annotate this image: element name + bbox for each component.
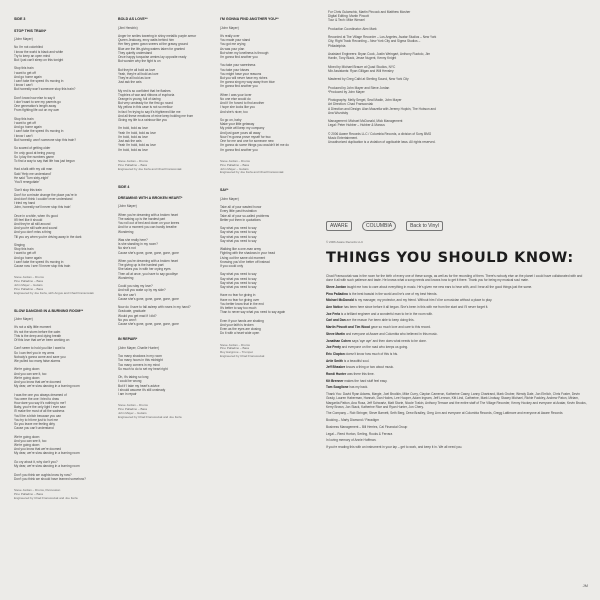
signature-initials: JM	[582, 583, 588, 588]
thanks-entry-name: Jonathan Cohen	[326, 338, 351, 343]
song-title-slow-dancing: SLOW DANCING IN A BURNING ROOM**	[14, 308, 84, 313]
lyrics-stop-this-train: No I'm not colorblind I know the world is black and white Try to keep an open mind But I just can't sleep on this tonight Stop this train I want to get off And go home again I can't take the speed it's moving in I know I can't But honestly won't someone stop this train? Don't know how else to say it I don't want to see my parents go One generation's length away From fighting life out on my own Stop this train I want to get off And go home again I can't take the speed it's moving in I know I can't But honestly, won't someone stop this train? So scared of getting older I'm only good at being young So I play the numbers game To find a way to say that life has just begun Had a talk with my old man Said 'Help me understand' He said 'Turn sixty-eight' 'You'll renegotiate' 'Don't stop this train Don't for a minute change the place you're in And don't think I couldn't ever understand I tried my hand John, honestly we'll never stop this train' Once in a while, when it's good It'll feel like it should And they're all still around And you're still safe and sound And you don't miss a thing Till you cry when you're driving away in the dark Singing Stop this train I want to get off And go home again I can't take the speed it's moving in Cause now I see I'll never stop this train	[14, 45, 82, 268]
song-author: (John Mayer)	[220, 25, 239, 30]
thanks-entry-name: Michael McDonald	[326, 298, 354, 303]
thanks-entry-name: Artie Smith	[326, 358, 344, 363]
closing-line: If you're reading this with an instrument in your lap – get to work, and keep it in. We all need you.	[326, 444, 463, 449]
lyrics-in-repair: Too many shadows in my room Too many hours in this midnight Too many corners in my mind So much to do to set my heart right Oh, it's taking so long I could be wrong But if I take my heart's advice I should assume it's still unsteady I am in repair	[118, 354, 168, 397]
in-memory-line: In loving memory of Annie Hoffman.	[326, 438, 377, 443]
thanks-entry-name: Carl and Dan	[326, 318, 346, 323]
business-credit: Business Management – Bill Herries, Cal Financial Group	[326, 424, 408, 429]
thanks-entry	[326, 352, 588, 356]
song-title-bold-as-love: BOLD AS LOVE**	[118, 17, 148, 22]
lyrics-bold-as-love: Anger he smiles towering in shiny metallic purple armor Queen Jealousy, envy waits behind him Her fiery green gown sneers at the grassy ground Blue are the life-giving waters taken for granted They quietly understand Once happy turquoise armies lay opposite ready But wonder why the fight is on But they're all bold as love Yeah, they're all bold as love They're all bold as love Just ask the axis My red is so confident that he flashes Trophies of war and ribbons of euphoria Orange is young, full of daring But very unsteady for the first go round My yellow in this case is not so mellow In fact I'm trying to say it's frightened like me And all these emotions of mine keep holding me from Giving my life to a rainbow like you I'm bold, bold as love Yeah I'm bold, bold as love I'm bold, bold as love Just ask the axis Yeah I'm bold, bold as love I'm bold, bold as love	[118, 34, 197, 152]
thanks-entries	[326, 285, 588, 390]
column-side-4	[118, 10, 218, 430]
thanks-entry-name: Kit Brenner	[326, 378, 344, 383]
thanks-entry-name: Eric Clapton	[326, 351, 345, 356]
song-title-dreaming: DREAMING WITH A BROKEN HEART*	[118, 195, 183, 200]
thanks-entry	[326, 305, 588, 309]
thanks-entry-text: was there this time.	[346, 372, 375, 377]
thanks-entry	[326, 379, 588, 383]
song-title-stop-this-train: STOP THIS TRAIN*	[14, 28, 47, 33]
thanks-entry-text: knows a thing or two about music.	[345, 365, 395, 370]
song-author: (John Mayer)	[14, 316, 33, 321]
thanks-entry	[326, 345, 588, 349]
thanks-entry-name: Steve Jordan	[326, 284, 347, 289]
song-author: (John Mayer)	[14, 37, 33, 42]
label-logos	[326, 218, 588, 234]
credits-stop-this-train: Steve Jordan – Drums Pino Palladino – Bass John Mayer – Guitars Pino Palladino – Bass Engineered by Joe Ferla, with Angus and Chad Franscoviak	[14, 275, 94, 295]
thanks-entry-text: is a beautiful soul.	[343, 358, 370, 363]
thanks-entry	[326, 312, 588, 316]
crew-credit: The Company – Rob Stringer, Steve Barnett, Seth Berg, Drew Bradley, Greg Linn and everyone at Columbia Records, Gregg Lattimore and everyone at Aware Records	[326, 411, 563, 416]
lyrics-say: Take all of your wasted honor Every little past frustration Take all of your so-called problems Better put them in quotations Say what you need to say Say what you need to say Say what you need to say Say what you need to say Walking like a one-man army Fighting with the shadows in your head Living out the same old moment Knowing you'd be better off instead If you could only Say what you need to say Say what you need to say Say what you need to say Say what you need to say Have no fear for giving in Have no fear for giving over You better know that in the end It's better to say too much Than to never say what you need to say again Even if your hands are shaking And your faith is broken Even as the eyes are closing Do it with a heart wide open	[220, 205, 286, 336]
side-label: SIDE 3	[14, 17, 26, 22]
song-author: (John Mayer)	[118, 204, 137, 209]
copyright-notice: © 2006 Aware Records LLC	[326, 240, 364, 244]
thanks-section	[326, 274, 588, 452]
booking-credit: Booking – Marty Diamond / Paradigm	[326, 418, 379, 423]
thanks-entry	[326, 372, 588, 376]
thanks-entry-name: Tom Scaglione	[326, 385, 349, 390]
thanks-entry-text: says 'aye aye' and then does what needs to be done.	[350, 338, 427, 343]
song-title-say: SAY*	[220, 188, 229, 193]
thanks-entry-text: is my manager, my protector, and my friend. Without him I'd be a musician without a place to play.	[353, 298, 493, 303]
song-author: (John Mayer, Charlie Hunter)	[118, 345, 159, 350]
thanks-entry-name: Joe Ferla	[326, 311, 340, 316]
thanks-entry-text: makes the hard stuff feel easy.	[343, 378, 388, 383]
thanks-entry-name: Joe Fenty	[326, 345, 341, 350]
column-side-3	[14, 10, 114, 511]
thanks-entry-name: Steve Martin	[326, 331, 345, 336]
thanks-entry	[326, 332, 588, 336]
song-title-in-repair: IN REPAIR*	[118, 337, 138, 342]
credits-another-you: Steve Jordan – Drums Pino Palladino – Bass John Mayer – Guitars Engineered by Joe Ferla and Chad Franscoviak	[220, 158, 284, 175]
thanks-list-names: Thank You: David Ryan Adams, Margie, Joel Brodkin, Mike Curry, Clayton Cameron, Katherine Casey, Lanny Chartrand, Mark Gruber, Wendy Dale, Jon Ehrlich, Chris Foster, Devin Grady, Lauren Haberman, Hannah, Dan Hodes, Lee Hooper, Adam Ingram, Jeff Lennon, Kitt Lind, Catherine, Mark Lindsay, Stacey Michael, Richie Fackley, Andrew Paton, Miriam, Margarita Patton, Ana Rosa, Jeff Schwartz, Matt Storie, Nicole Trakin, Anthony Terrace and the entire staff of The Village Recorder, Kenny Hockey and everyone at Avatar, Kevin Brooks, Kerry Brown, Jon Stack, Katherine Rice and Ryan Hunter, Jon Chery.	[326, 392, 587, 409]
thanks-entry-name: Rondi Hunter	[326, 372, 347, 377]
album-credits: For Chris Gulamchic, Martin Pincock and Matthew Mosher Digital Editing: Martin Pincott Tour & Tech: Mike Wenzel Production Coordinator: Alex Mark Recorded at The Village Recorder – Los Angeles, Avatar Studios – New York City, Right Track Recording – New York City and Sigma Studios – Philadelphia Assistant Engineers: Bryan Cook, Justin Weingart, Anthony Ruotolo, Jim Hanlin, Tony Black, Jesse Nugent, Kenny Knight Mixed by Michael Brauer at Quad Studios, NYC Mix Assistants: Ryan Gilligan and Will Hensley Mastered by Greg Calbi at Sterling Sound, New York City Produced by John Mayer and Steve Jordan *Produced by John Mayer Photography: Melly Sergei, Seal Madin, John Mayer Art Direction: Chad Franscoviak A Direction and Design: Alan Mazzella with Jeremy Hopkin, The Hobson and Ana Wozolsky Management: Michael McDonald, Mick Management Legal: Peter Hubber – Hubber & Marcus © 2006 Aware Records LLC / Columbia Records, a division of Sony BMG Music Entertainment. Unauthorized duplication is a violation of applicable laws. All rights reserved.	[328, 10, 437, 145]
aware-logo: AWARE	[326, 221, 352, 231]
song-author: (Jimi Hendrix)	[118, 25, 138, 30]
columbia-logo: COLUMBIA	[362, 221, 396, 231]
credits-bold-as-love: Steve Jordan – Drums Pino Palladino – Bass Engineered by Joe Ferla and Chad Franscoviak	[118, 158, 182, 171]
thanks-entry-name: Jeff Bhasker	[326, 365, 346, 370]
credits-in-repair: Steve Jordan – Drums Pino Palladino – Bass John Mayer – Guitars Engineered by Chad Franscoviak and Joe Ferla	[118, 403, 182, 419]
back-to-vinyl-logo: Back to Vinyl	[406, 221, 443, 231]
lyrics-slow-dancing: It's not a silly little moment It's not the storm before the calm This is the deep and dying breath Of this love that we've been working on Can't seem to hold you like I want to So I can feel you in my arms Nobody's gonna come and save you We pulled too many false alarms We're going down And you can see it, too We're going down And you know that we're doomed My dear, we're slow dancing in a burning room I was the one you always dreamed of You were the one I tried to draw How dare you say it's nothing to me? Baby, you're the only light I ever saw I'll make the most of all the sadness You'll be a bitch because you can You try to hit me just to hurt me So you leave me feeling dirty Cause you can't understand We're going down And you can see it, too We're going down And you know that we're doomed My dear, we're slow dancing in a burning room Go cry about it, why don't you? My dear, we're slow dancing in a burning room Don't you think we oughta know by now? Don't you think we should have learned somehow?	[14, 325, 86, 481]
lyrics-dreaming: When you're dreaming with a broken heart The waking up is the hardest part You roll out of bed and down on your knees And for a moment you can hardly breathe Wondering Was she really here? Is she standing in my room? No she's not Cause she's gone, gone, gone, gone, gone When you're dreaming with a broken heart The giving up is the hardest part She takes you in with her crying eyes Then all at once, you have to say goodbye Wondering Could you stay my love? And will you wake up by my side? No she can't Cause she's gone, gone, gone, gone, gone Now do I have to fall asleep with roses in my hand? Graduate, graduate Would you get mad if I did? No you won't Cause she's gone, gone, gone, gone, gone	[118, 212, 191, 326]
thanks-entry-name: Martin Pincott and Tim Wood	[326, 325, 370, 330]
thanks-entry	[326, 285, 588, 289]
thanks-entry	[326, 318, 588, 322]
thanks-entry	[326, 339, 588, 343]
thanks-entry	[326, 385, 588, 389]
thanks-entry-text: and everyone at Aware and Columbia who believed in this music.	[344, 331, 438, 336]
thanks-entry-text: gave so much love and care to this record.	[369, 325, 431, 330]
column-3	[220, 10, 320, 369]
thanks-entry-text: is the best bassist in the world and he's one of my best friends.	[347, 291, 438, 296]
thanks-entry-text: are the reason I've been able to keep doing this.	[345, 318, 415, 323]
thanks-entry-text: has my back.	[348, 385, 369, 390]
thanks-entry-name: Pino Palladino	[326, 291, 348, 296]
credits-slow-dancing: Steve Jordan – Drums, Percussion Pino Palladino – Bass Engineered by Chad Franscoviak and Joe Ferla	[14, 488, 78, 500]
thanks-intro: Chad Franscoviak was in the room for the birth of every one of these songs, as well as for the recording of them. There's nobody else on the planet I could have collaborated with and done it all with such patience and taste. He knows what a song needs and knows how to get it there. Thank you for being my musical soul mate.	[326, 274, 583, 283]
thanks-entry-text: is a brilliant engineer and a wonderful man to be in the room with.	[340, 311, 434, 316]
things-you-should-know-heading: THINGS YOU SHOULD KNOW:	[326, 250, 574, 266]
thanks-entry-text: taught me how to care about everything in music. He's given me new ears to hear with, and I hear all the good things just the same.	[346, 284, 533, 289]
credits-say: Steve Jordan – Drums Pino Palladino – Bass Roy Hargrove – Trumpet Engineered by Chad Franscoviak	[220, 342, 265, 358]
song-title-another-you: I'M GONNA FIND ANOTHER YOU**	[220, 17, 279, 22]
thanks-entry	[326, 292, 588, 296]
thanks-entry-text: doesn't know how much of this is his.	[344, 351, 399, 356]
thanks-entry	[326, 359, 588, 363]
legal-credit: Legal – Reed Horton, Serling, Rooks & Ferrara	[326, 431, 393, 436]
thanks-entry	[326, 365, 588, 369]
thanks-entry-text: and everyone on the road who keeps us going.	[340, 345, 409, 350]
lyrics-another-you: It's really over You made your stand You got me crying As was your plan But when my loneliness is through I'm gonna find another you You take your sweetness You take your kisses You might have your reasons But you will never have my riches I'm gonna sing my way away from blue I'm gonna find another you When I was your lover No one else would do And if I'm forced to find another I hope she looks like you And she's nicer, too So go on, baby Make your little getaway My pride will keep my company And just gave yours all away Now I'm gonna prove myself for two One for me and one for someone new I'm gonna do some things you wouldn't let me do I'm gonna find another you	[220, 34, 289, 152]
thanks-entry	[326, 298, 588, 302]
thanks-entry-name: Ann Notice	[326, 305, 343, 310]
side-label: SIDE 4	[118, 184, 130, 189]
thanks-entry-text: has been here since before it all began. She's been in this with me from the start and I'll never forget it.	[342, 305, 489, 310]
thanks-entry	[326, 325, 588, 329]
song-author: (John Mayer)	[220, 196, 239, 201]
